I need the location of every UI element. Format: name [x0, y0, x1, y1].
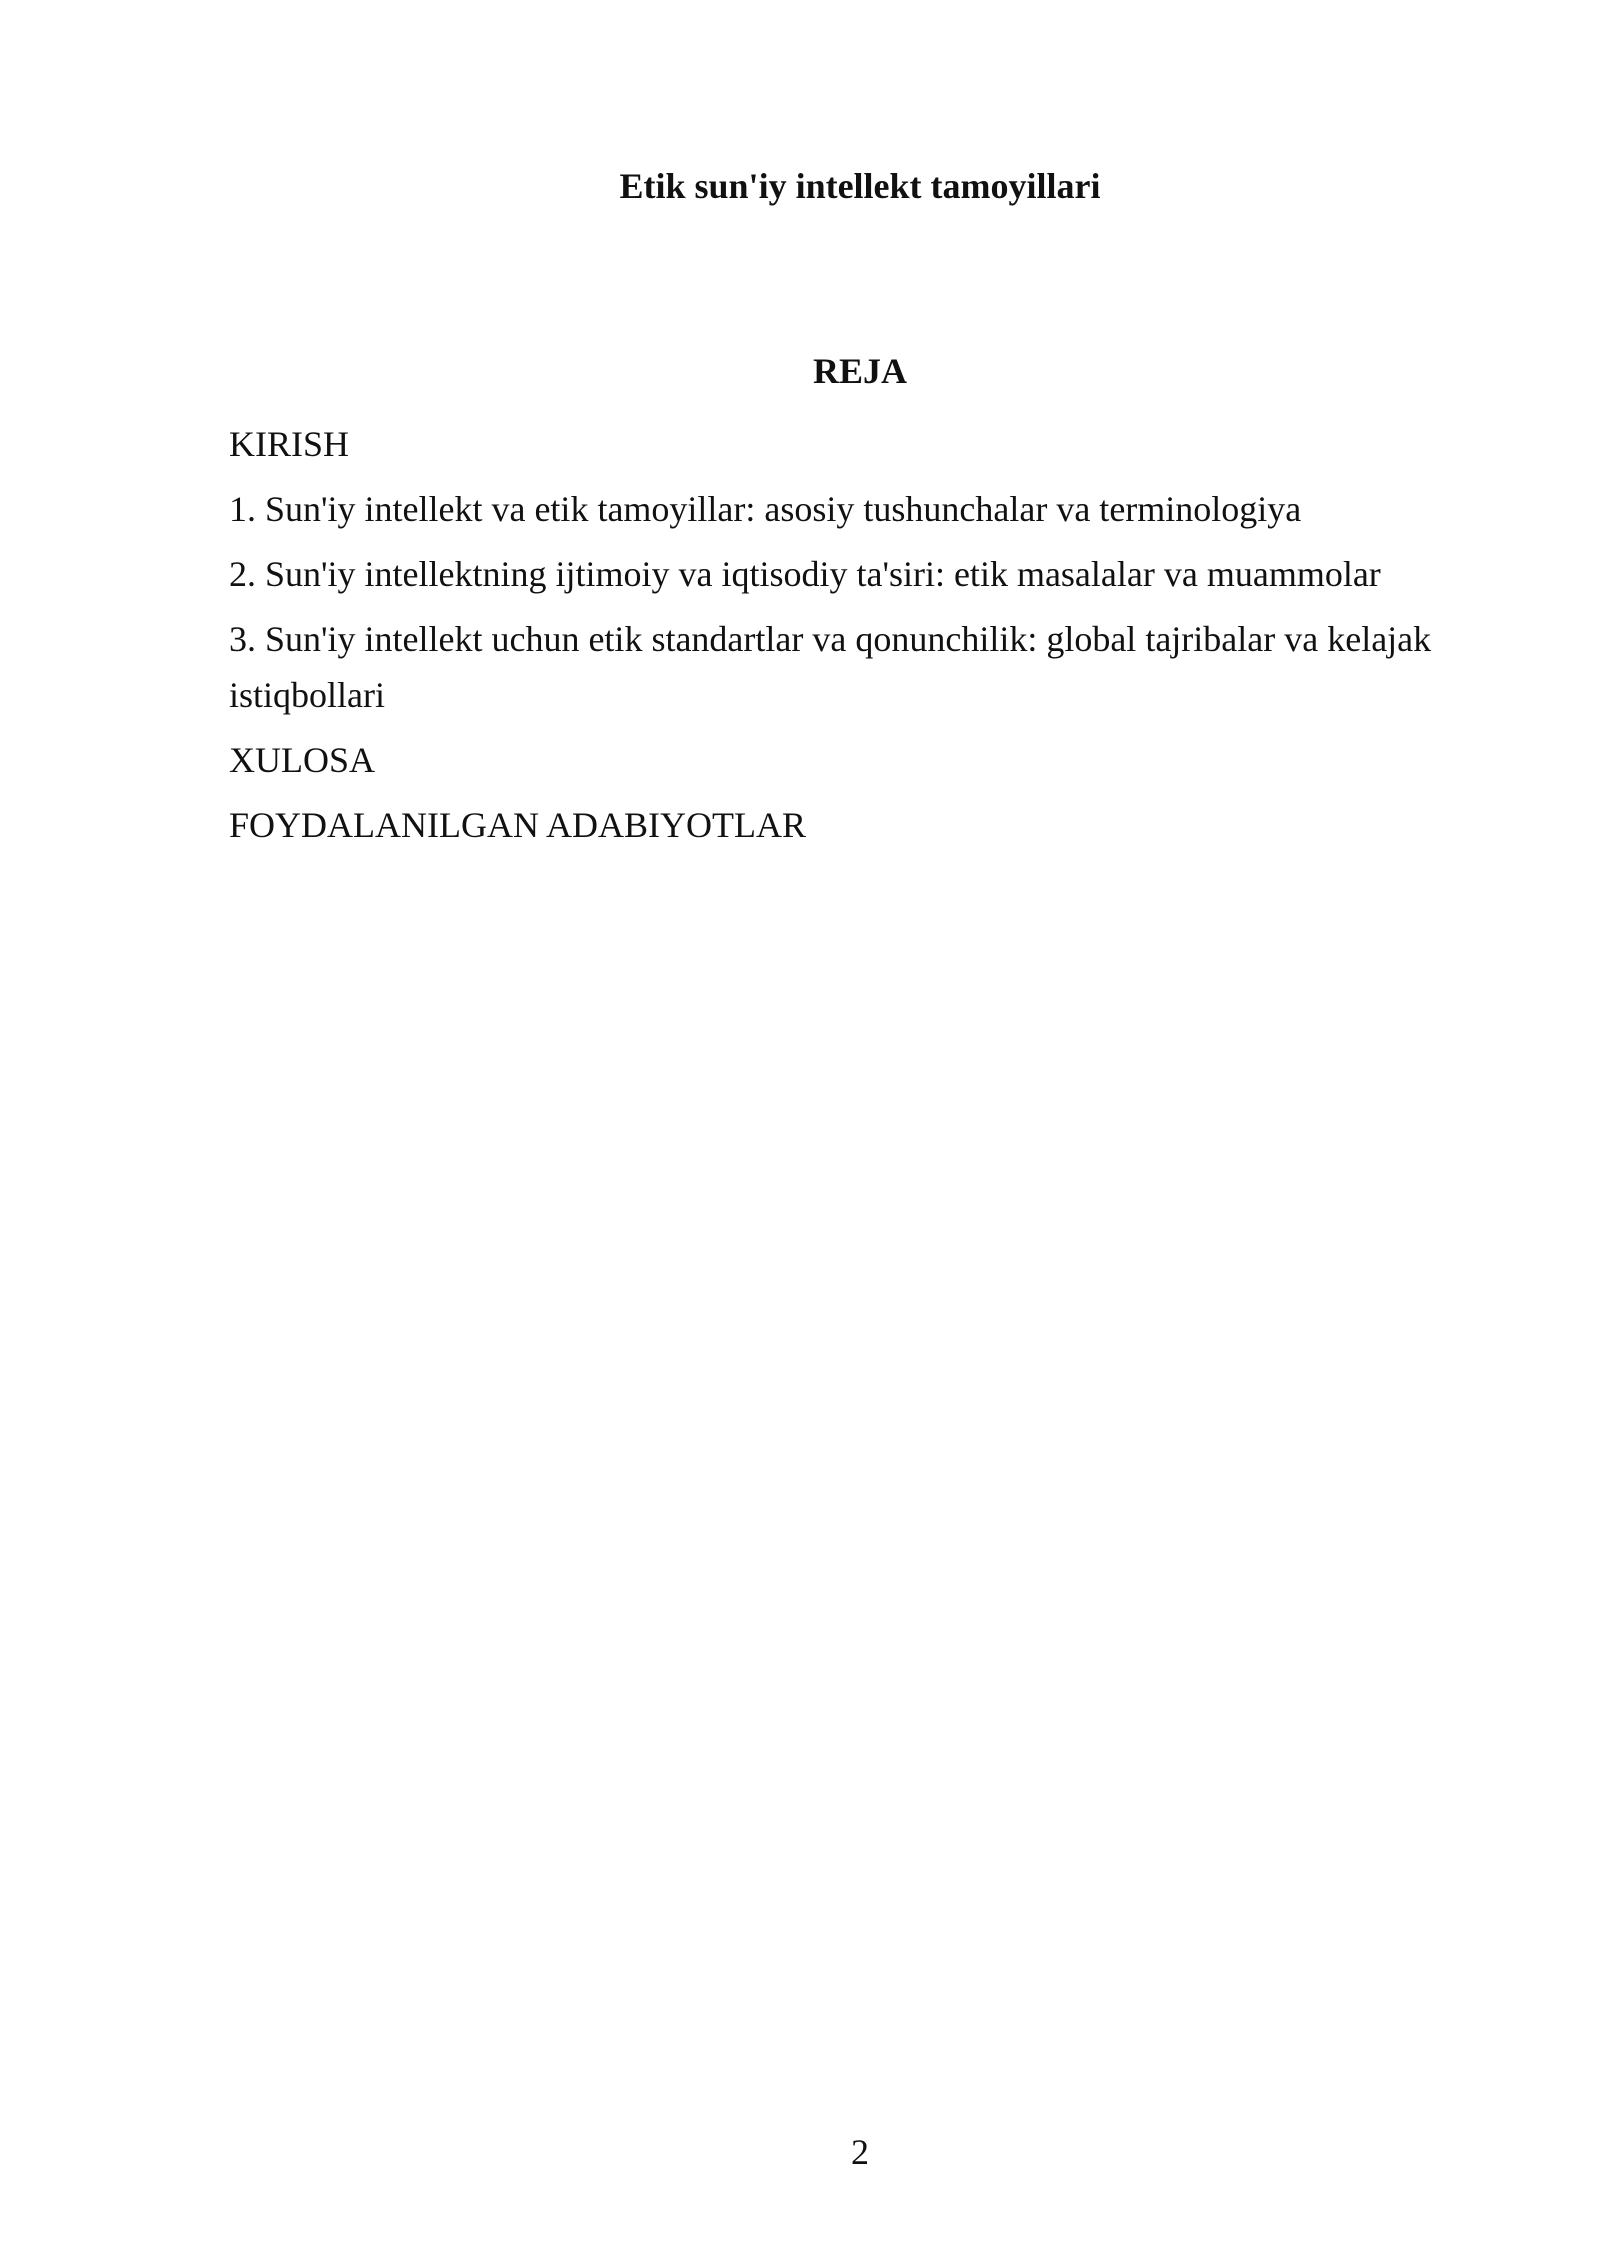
plan-item-1: 1. Sun'iy intellekt va etik tamoyillar: asosiy tushunchalar va terminologiya	[229, 489, 1302, 529]
page-number: 2	[851, 2132, 869, 2172]
plan-item-conclusion: XULOSA	[229, 740, 376, 780]
document-title: Etik sun'iy intellekt tamoyillari	[619, 166, 1101, 206]
plan-item-references: FOYDALANILGAN ADABIYOTLAR	[229, 805, 806, 845]
plan-item-introduction: KIRISH	[229, 424, 350, 464]
plan-item-2: 2. Sun'iy intellektning ijtimoiy va iqtisodiy ta'siri: etik masalalar va muammolar	[229, 554, 1381, 594]
plan-list	[229, 416, 1499, 862]
plan-heading: REJA	[812, 351, 907, 391]
plan-item-3: 3. Sun'iy intellekt uchun etik standartlar va qonunchilik: global tajribalar va kelajak istiqbollari	[229, 619, 1432, 715]
